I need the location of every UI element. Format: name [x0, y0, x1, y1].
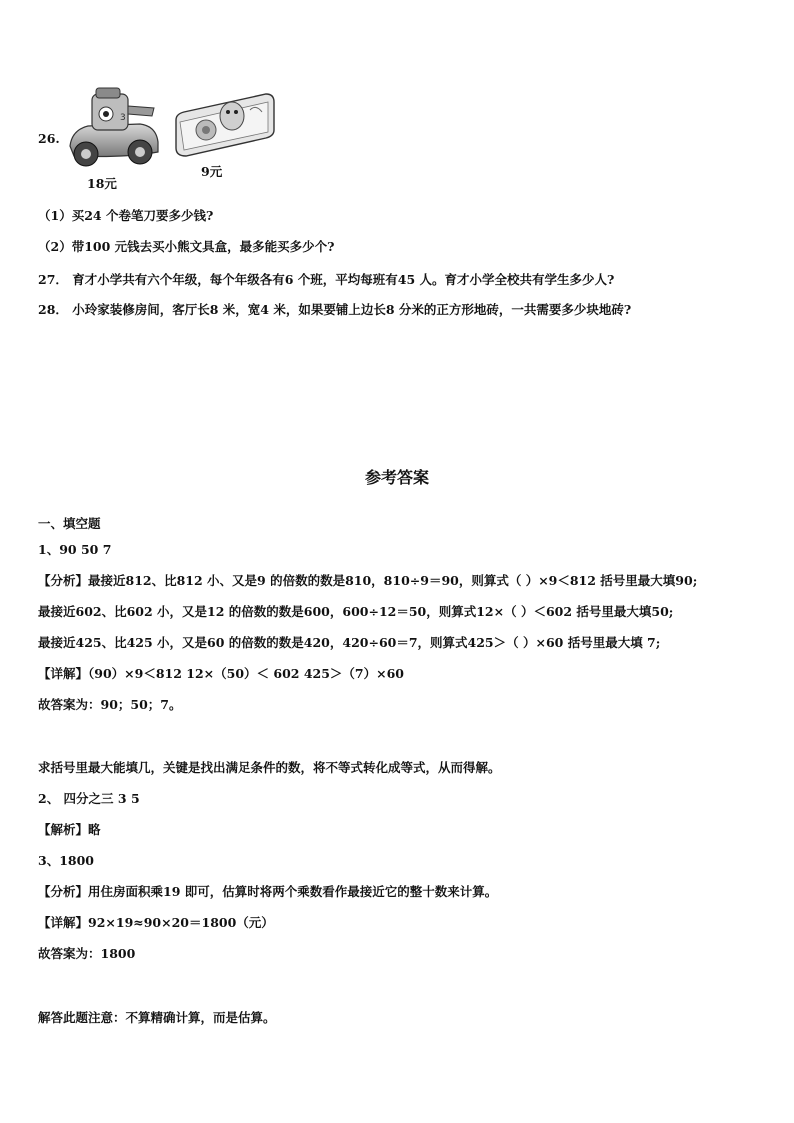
answer-3-note: 解答此题注意：不算精确计算，而是估算。 — [38, 1010, 276, 1025]
answer-3-detail: 【详解】92×19≈90×20＝1800（元） — [38, 915, 274, 930]
answer-key-title: 参考答案 — [364, 468, 429, 487]
question-27: 27． 育才小学共有六个年级，每个年级各有6 个班，平均每班有45 人。育才小学全校共有学生多少人? — [38, 272, 615, 287]
answer-3: 3、1800 — [38, 853, 94, 868]
pencil-sharpener-car-image — [66, 86, 162, 172]
bear-pencil-box-image — [172, 90, 278, 160]
svg-text:3: 3 — [120, 113, 126, 123]
question-26-part-1: （1）买24 个卷笔刀要多少钱? — [38, 208, 214, 223]
answer-3-analysis: 【分析】用住房面积乘19 即可，估算时将两个乘数看作最接近它的整十数来计算。 — [38, 884, 498, 899]
answer-1-detail: 【详解】（90）×9＜812 12×（50）＜ 602 425＞（7）×60 — [38, 666, 404, 681]
answer-1-analysis-line-2: 最接近602、比602 小，又是12 的倍数的数是600，600÷12＝50，则算式12×（ ）＜602 括号里最大填50; — [38, 604, 674, 619]
answer-1-analysis-line-3: 最接近425、比425 小，又是60 的倍数的数是420，420÷60＝7，则算式425＞（ ）×60 括号里最大填 7; — [38, 635, 661, 650]
answer-2: 2、 四分之三 3 5 — [38, 791, 140, 806]
answer-2-analysis: 【解析】略 — [38, 822, 101, 837]
question-26-part-2: （2）带100 元钱去买小熊文具盒，最多能买多少个? — [38, 239, 335, 254]
pencil-box-price: 9元 — [201, 164, 223, 179]
question-number-26: 26. — [38, 131, 60, 146]
question-28: 28． 小玲家装修房间，客厅长8 米，宽4 米，如果要铺上边长8 分米的正方形地砖，一共需要多少块地砖? — [38, 302, 632, 317]
answer-1: 1、90 50 7 — [38, 542, 112, 557]
answer-1-analysis-line-1: 【分析】最接近812、比812 小、又是9 的倍数的数是810，810÷9＝90，则算式（ ）×9＜812 括号里最大填90; — [38, 573, 698, 588]
answer-1-note: 求括号里最大能填几，关键是找出满足条件的数，将不等式转化成等式，从而得解。 — [38, 760, 501, 775]
answer-3-conclusion: 故答案为：1800 — [38, 946, 136, 961]
answer-1-conclusion: 故答案为：90；50；7。 — [38, 697, 182, 712]
section-heading-fill-in: 一、填空题 — [38, 516, 101, 531]
sharpener-price: 18元 — [87, 176, 117, 191]
